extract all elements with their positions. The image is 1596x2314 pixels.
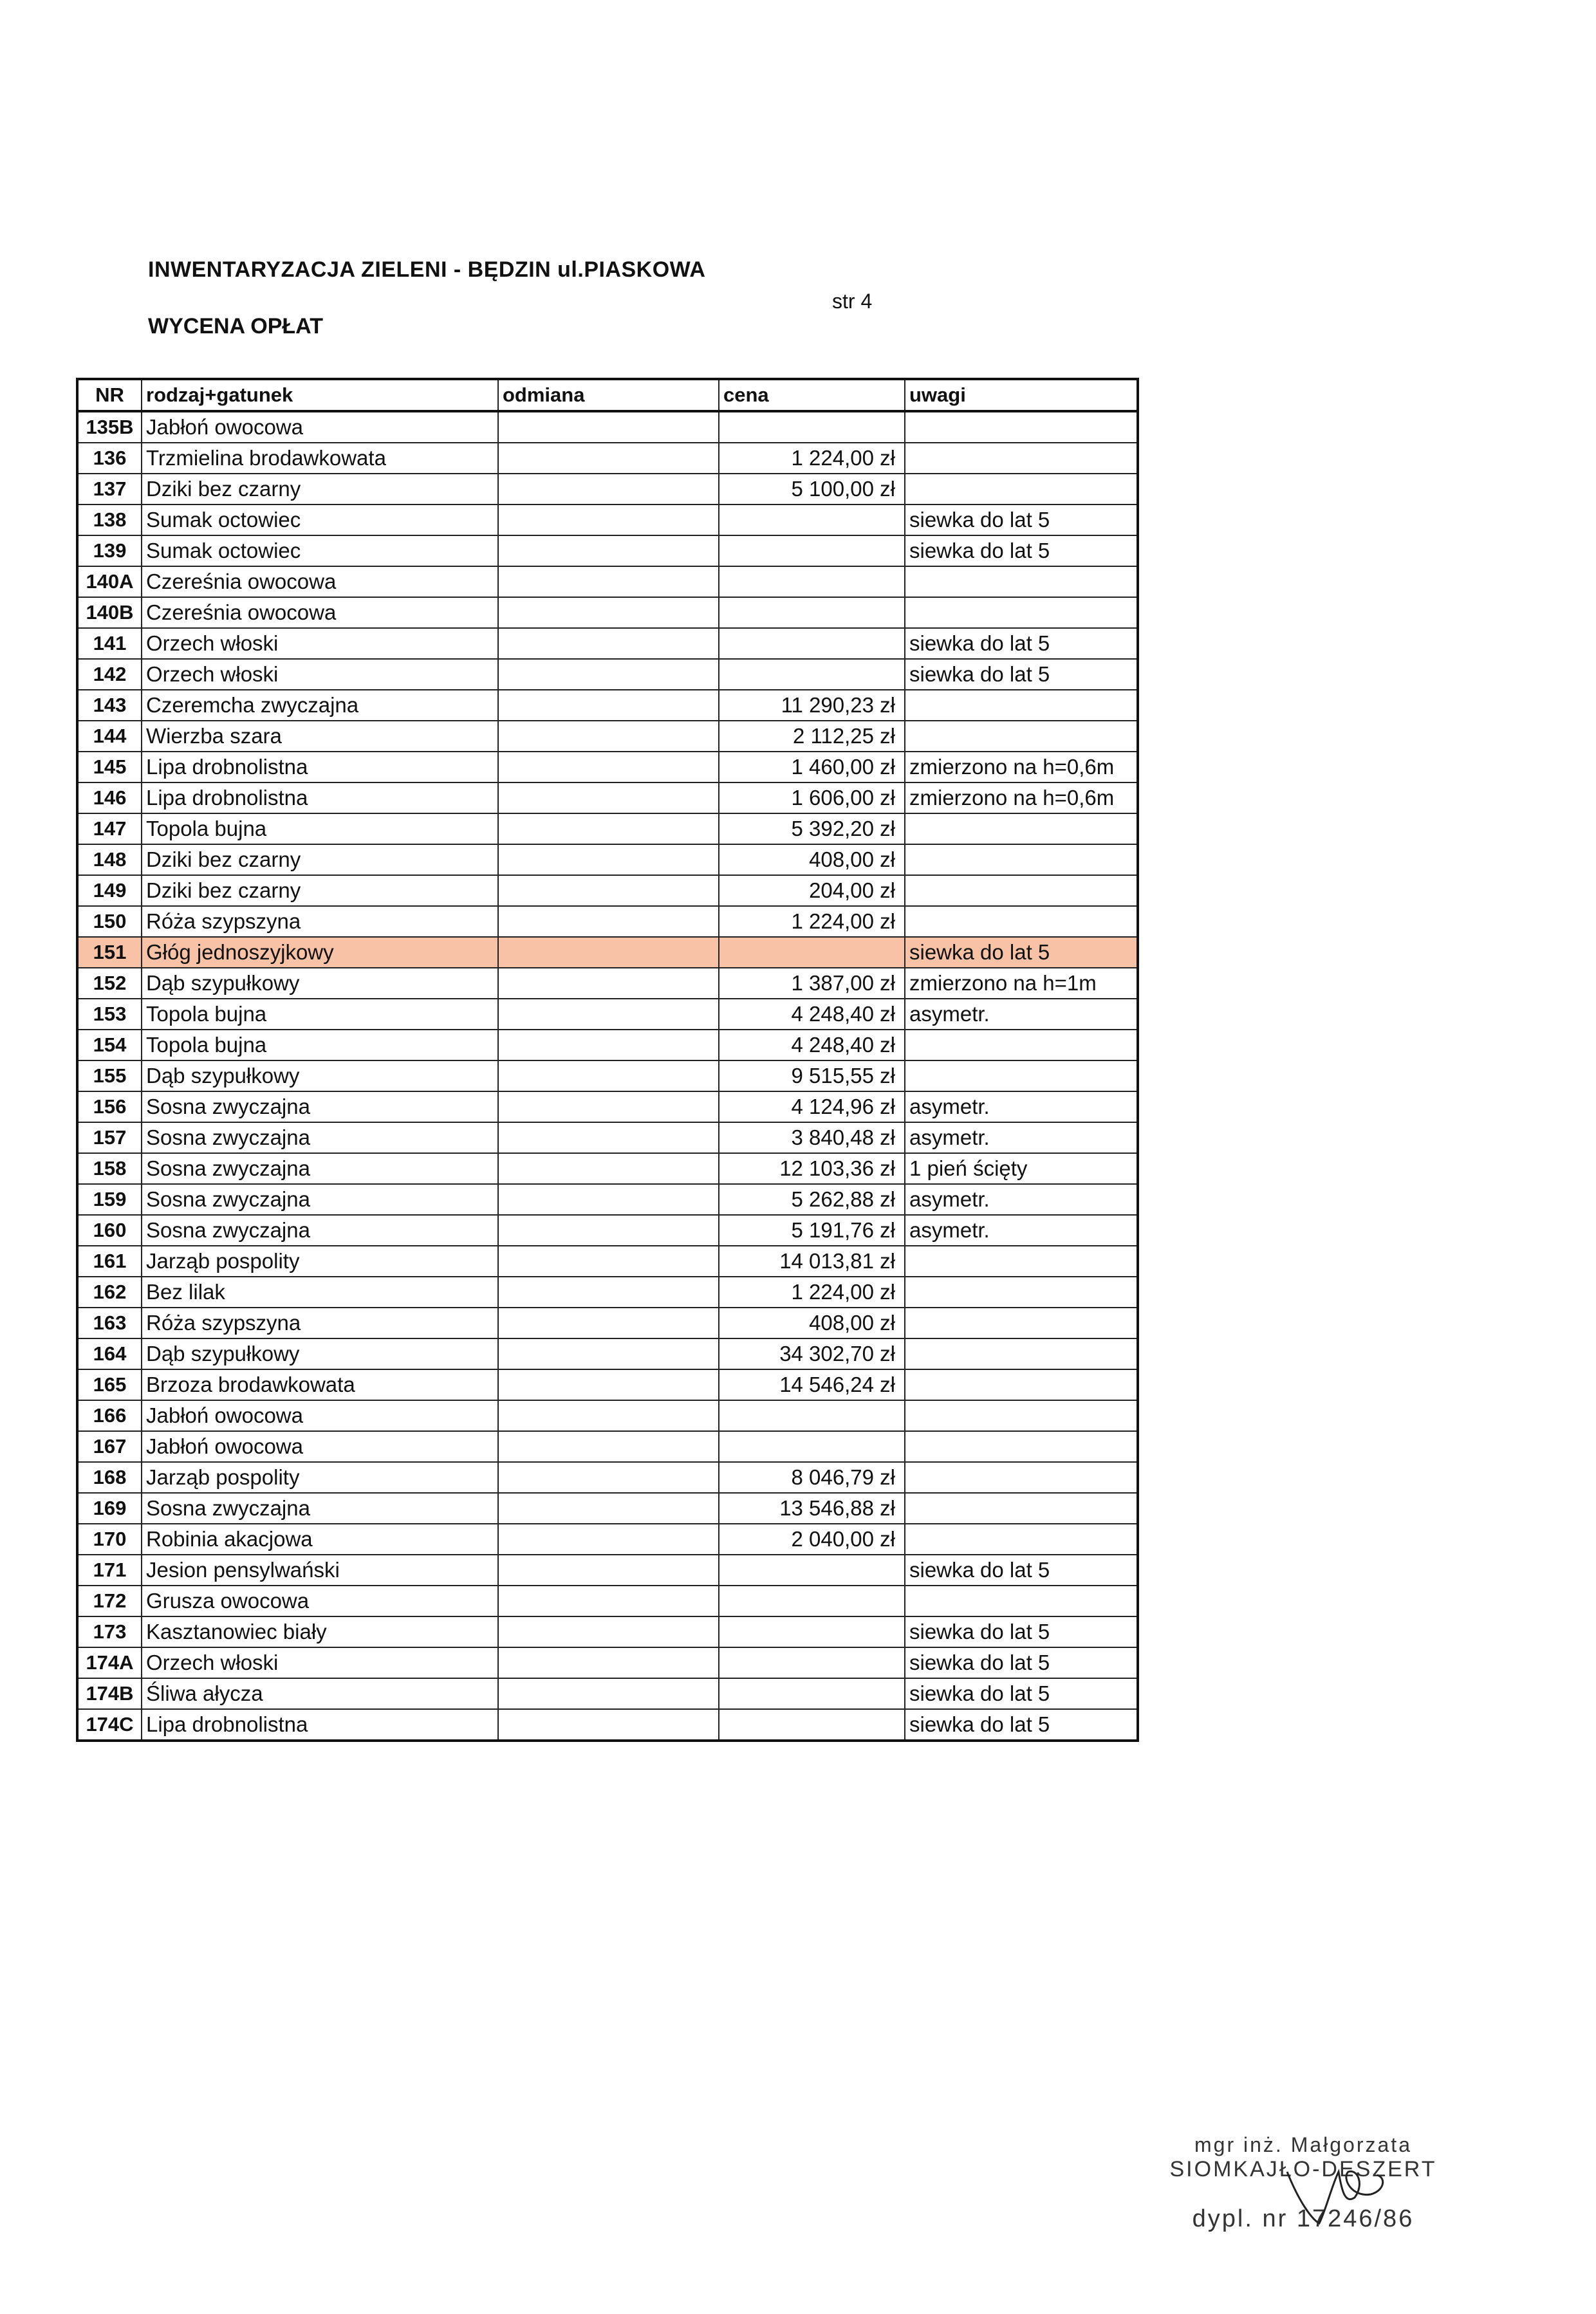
cell-species: Wierzba szara	[142, 721, 498, 752]
page-title: INWENTARYZACJA ZIELENI - BĘDZIN ul.PIASKOWA	[148, 257, 706, 282]
cell-nr: 140B	[77, 597, 142, 628]
cell-note	[905, 813, 1138, 844]
column-header-price: cena	[719, 379, 905, 411]
cell-price: 3 840,48 zł	[719, 1122, 905, 1153]
cell-variety	[498, 1709, 719, 1741]
cell-species: Dziki bez czarny	[142, 844, 498, 875]
column-header-variety: odmiana	[498, 379, 719, 411]
cell-species: Grusza owocowa	[142, 1586, 498, 1616]
cell-species: Jabłoń owocowa	[142, 1431, 498, 1462]
cell-variety	[498, 1246, 719, 1277]
cell-price: 1 460,00 zł	[719, 752, 905, 782]
cell-species: Orzech włoski	[142, 1647, 498, 1678]
cell-species: Lipa drobnolistna	[142, 782, 498, 813]
stamp-surname-line: SIOMKAJŁO-DESZERT	[1169, 2157, 1437, 2181]
cell-variety	[498, 1060, 719, 1091]
cell-note	[905, 566, 1138, 597]
table-row	[77, 659, 1138, 690]
cell-note: siewka do lat 5	[905, 1678, 1138, 1709]
cell-price: 4 248,40 zł	[719, 999, 905, 1030]
cell-nr: 144	[77, 721, 142, 752]
cell-variety	[498, 411, 719, 443]
table-row	[77, 875, 1138, 906]
cell-variety	[498, 690, 719, 721]
cell-species: Jarząb pospolity	[142, 1462, 498, 1493]
stamp-name-line: mgr inż. Małgorzata	[1194, 2133, 1412, 2156]
cell-note	[905, 474, 1138, 504]
cell-nr: 174A	[77, 1647, 142, 1678]
cell-variety	[498, 1215, 719, 1246]
cell-price: 1 224,00 zł	[719, 443, 905, 474]
cell-variety	[498, 844, 719, 875]
cell-price	[719, 1431, 905, 1462]
cell-note: zmierzono na h=0,6m	[905, 782, 1138, 813]
cell-note: 1 pień ścięty	[905, 1153, 1138, 1184]
cell-note	[905, 1060, 1138, 1091]
cell-variety	[498, 1338, 719, 1369]
table-row	[77, 566, 1138, 597]
cell-note: siewka do lat 5	[905, 1709, 1138, 1741]
cell-nr: 149	[77, 875, 142, 906]
table-row	[77, 1246, 1138, 1277]
cell-note: asymetr.	[905, 1122, 1138, 1153]
table-row	[77, 1431, 1138, 1462]
cell-variety	[498, 597, 719, 628]
cell-price: 204,00 zł	[719, 875, 905, 906]
cell-nr: 173	[77, 1616, 142, 1647]
cell-nr: 165	[77, 1369, 142, 1400]
cell-variety	[498, 628, 719, 659]
cell-nr: 162	[77, 1277, 142, 1308]
cell-price: 408,00 zł	[719, 844, 905, 875]
cell-price	[719, 1616, 905, 1647]
cell-price	[719, 628, 905, 659]
cell-note: siewka do lat 5	[905, 628, 1138, 659]
cell-nr: 158	[77, 1153, 142, 1184]
cell-variety	[498, 566, 719, 597]
cell-nr: 174C	[77, 1709, 142, 1741]
cell-species: Dąb szypułkowy	[142, 1060, 498, 1091]
cell-variety	[498, 999, 719, 1030]
cell-species: Jarząb pospolity	[142, 1246, 498, 1277]
cell-species: Sosna zwyczajna	[142, 1091, 498, 1122]
cell-variety	[498, 1277, 719, 1308]
cell-nr: 164	[77, 1338, 142, 1369]
cell-variety	[498, 1091, 719, 1122]
cell-note	[905, 1308, 1138, 1338]
cell-variety	[498, 1122, 719, 1153]
cell-price: 1 387,00 zł	[719, 968, 905, 999]
cell-note	[905, 1586, 1138, 1616]
column-header-species: rodzaj+gatunek	[142, 379, 498, 411]
cell-species: Sosna zwyczajna	[142, 1184, 498, 1215]
cell-variety	[498, 1586, 719, 1616]
cell-variety	[498, 1524, 719, 1555]
cell-price	[719, 535, 905, 566]
cell-note	[905, 875, 1138, 906]
cell-price: 11 290,23 zł	[719, 690, 905, 721]
cell-note	[905, 597, 1138, 628]
cell-variety	[498, 813, 719, 844]
cell-price	[719, 1709, 905, 1741]
cell-price	[719, 566, 905, 597]
cell-nr: 139	[77, 535, 142, 566]
cell-species: Dąb szypułkowy	[142, 968, 498, 999]
cell-variety	[498, 875, 719, 906]
cell-species: Lipa drobnolistna	[142, 752, 498, 782]
cell-note	[905, 411, 1138, 443]
cell-species: Czeremcha zwyczajna	[142, 690, 498, 721]
cell-nr: 153	[77, 999, 142, 1030]
cell-species: Sosna zwyczajna	[142, 1493, 498, 1524]
cell-nr: 169	[77, 1493, 142, 1524]
cell-nr: 163	[77, 1308, 142, 1338]
cell-variety	[498, 474, 719, 504]
cell-note	[905, 1246, 1138, 1277]
cell-price: 5 392,20 zł	[719, 813, 905, 844]
cell-note	[905, 721, 1138, 752]
cell-species: Bez lilak	[142, 1277, 498, 1308]
table-row	[77, 1122, 1138, 1153]
cell-price	[719, 659, 905, 690]
cell-species: Czereśnia owocowa	[142, 597, 498, 628]
cell-note: siewka do lat 5	[905, 1555, 1138, 1586]
cell-nr: 142	[77, 659, 142, 690]
cell-species: Dziki bez czarny	[142, 474, 498, 504]
table-row	[77, 752, 1138, 782]
cell-variety	[498, 659, 719, 690]
cell-note	[905, 1369, 1138, 1400]
cell-note	[905, 1431, 1138, 1462]
cell-price: 2 040,00 zł	[719, 1524, 905, 1555]
cell-species: Kasztanowiec biały	[142, 1616, 498, 1647]
cell-note	[905, 906, 1138, 937]
cell-note: zmierzono na h=1m	[905, 968, 1138, 999]
cell-note: asymetr.	[905, 999, 1138, 1030]
cell-note: asymetr.	[905, 1215, 1138, 1246]
cell-price: 1 224,00 zł	[719, 906, 905, 937]
cell-species: Sosna zwyczajna	[142, 1215, 498, 1246]
table-row	[77, 1184, 1138, 1215]
cell-species: Lipa drobnolistna	[142, 1709, 498, 1741]
cell-price	[719, 597, 905, 628]
cell-note	[905, 1462, 1138, 1493]
cell-species: Topola bujna	[142, 813, 498, 844]
cell-nr: 143	[77, 690, 142, 721]
cell-species: Brzoza brodawkowata	[142, 1369, 498, 1400]
cell-species: Sosna zwyczajna	[142, 1122, 498, 1153]
cell-species: Robinia akacjowa	[142, 1524, 498, 1555]
cell-price: 1 606,00 zł	[719, 782, 905, 813]
cell-variety	[498, 1153, 719, 1184]
cell-variety	[498, 504, 719, 535]
cell-note: siewka do lat 5	[905, 1647, 1138, 1678]
cell-note	[905, 1493, 1138, 1524]
cell-variety	[498, 1308, 719, 1338]
cell-price	[719, 504, 905, 535]
cell-nr: 155	[77, 1060, 142, 1091]
cell-variety	[498, 1616, 719, 1647]
cell-species: Jabłoń owocowa	[142, 1400, 498, 1431]
inventory-table	[76, 378, 1139, 1742]
cell-price: 14 013,81 zł	[719, 1246, 905, 1277]
cell-species: Sumak octowiec	[142, 504, 498, 535]
cell-note: siewka do lat 5	[905, 659, 1138, 690]
table-row	[77, 504, 1138, 535]
cell-note	[905, 1030, 1138, 1060]
cell-note	[905, 1338, 1138, 1369]
table-row	[77, 597, 1138, 628]
cell-variety	[498, 1431, 719, 1462]
cell-price: 5 191,76 zł	[719, 1215, 905, 1246]
table-row	[77, 1462, 1138, 1493]
cell-nr: 174B	[77, 1678, 142, 1709]
cell-nr: 135B	[77, 411, 142, 443]
cell-species: Trzmielina brodawkowata	[142, 443, 498, 474]
cell-nr: 148	[77, 844, 142, 875]
cell-price: 5 262,88 zł	[719, 1184, 905, 1215]
cell-note: siewka do lat 5	[905, 937, 1138, 968]
table-row	[77, 1647, 1138, 1678]
table-row	[77, 1586, 1138, 1616]
table-row	[77, 1277, 1138, 1308]
cell-price: 2 112,25 zł	[719, 721, 905, 752]
cell-price: 5 100,00 zł	[719, 474, 905, 504]
cell-nr: 147	[77, 813, 142, 844]
table-row	[77, 999, 1138, 1030]
cell-nr: 168	[77, 1462, 142, 1493]
cell-variety	[498, 721, 719, 752]
cell-note	[905, 1524, 1138, 1555]
cell-nr: 146	[77, 782, 142, 813]
cell-note	[905, 690, 1138, 721]
cell-variety	[498, 906, 719, 937]
cell-price	[719, 1555, 905, 1586]
cell-price: 1 224,00 zł	[719, 1277, 905, 1308]
table-row	[77, 1153, 1138, 1184]
cell-variety	[498, 968, 719, 999]
cell-variety	[498, 782, 719, 813]
table-row	[77, 1369, 1138, 1400]
table-row	[77, 1060, 1138, 1091]
cell-nr: 156	[77, 1091, 142, 1122]
cell-variety	[498, 937, 719, 968]
cell-variety	[498, 1369, 719, 1400]
cell-note	[905, 443, 1138, 474]
cell-nr: 172	[77, 1586, 142, 1616]
cell-nr: 152	[77, 968, 142, 999]
page-number: str 4	[832, 290, 873, 313]
cell-nr: 157	[77, 1122, 142, 1153]
table-row	[77, 628, 1138, 659]
cell-nr: 166	[77, 1400, 142, 1431]
cell-species: Dziki bez czarny	[142, 875, 498, 906]
cell-species: Róża szypszyna	[142, 906, 498, 937]
cell-variety	[498, 1555, 719, 1586]
cell-nr: 145	[77, 752, 142, 782]
table-row	[77, 1709, 1138, 1741]
cell-price: 14 546,24 zł	[719, 1369, 905, 1400]
cell-nr: 138	[77, 504, 142, 535]
handwritten-signature	[1281, 2159, 1396, 2230]
table-row	[77, 1616, 1138, 1647]
cell-nr: 151	[77, 937, 142, 968]
cell-price: 13 546,88 zł	[719, 1493, 905, 1524]
cell-nr: 167	[77, 1431, 142, 1462]
cell-price: 4 248,40 zł	[719, 1030, 905, 1060]
cell-note	[905, 1400, 1138, 1431]
table-row	[77, 1555, 1138, 1586]
table-row	[77, 690, 1138, 721]
cell-species: Sumak octowiec	[142, 535, 498, 566]
table-row	[77, 1030, 1138, 1060]
cell-species: Róża szypszyna	[142, 1308, 498, 1338]
cell-price: 4 124,96 zł	[719, 1091, 905, 1122]
table-row	[77, 411, 1138, 443]
cell-nr: 141	[77, 628, 142, 659]
table-row	[77, 535, 1138, 566]
cell-price	[719, 1400, 905, 1431]
cell-variety	[498, 1030, 719, 1060]
table-row	[77, 782, 1138, 813]
cell-note: siewka do lat 5	[905, 504, 1138, 535]
cell-variety	[498, 1647, 719, 1678]
cell-nr: 140A	[77, 566, 142, 597]
table-row	[77, 1400, 1138, 1431]
cell-price: 9 515,55 zł	[719, 1060, 905, 1091]
cell-variety	[498, 1184, 719, 1215]
cell-note: siewka do lat 5	[905, 535, 1138, 566]
cell-note: asymetr.	[905, 1091, 1138, 1122]
column-header-notes: uwagi	[905, 379, 1138, 411]
table-row	[77, 721, 1138, 752]
cell-species: Dąb szypułkowy	[142, 1338, 498, 1369]
cell-price: 34 302,70 zł	[719, 1338, 905, 1369]
cell-species: Głóg jednoszyjkowy	[142, 937, 498, 968]
table-row	[77, 937, 1138, 968]
cell-price	[719, 1678, 905, 1709]
cell-species: Śliwa ałycza	[142, 1678, 498, 1709]
cell-species: Topola bujna	[142, 999, 498, 1030]
cell-variety	[498, 1400, 719, 1431]
page-subtitle: WYCENA OPŁAT	[148, 314, 323, 338]
cell-species: Orzech włoski	[142, 659, 498, 690]
cell-note: siewka do lat 5	[905, 1616, 1138, 1647]
table-row	[77, 443, 1138, 474]
cell-variety	[498, 1462, 719, 1493]
cell-nr: 154	[77, 1030, 142, 1060]
cell-species: Sosna zwyczajna	[142, 1153, 498, 1184]
cell-variety	[498, 535, 719, 566]
cell-variety	[498, 752, 719, 782]
cell-variety	[498, 1678, 719, 1709]
cell-nr: 161	[77, 1246, 142, 1277]
table-row	[77, 968, 1138, 999]
table-row	[77, 1493, 1138, 1524]
cell-price: 408,00 zł	[719, 1308, 905, 1338]
cell-variety	[498, 1493, 719, 1524]
cell-price	[719, 411, 905, 443]
table-row	[77, 1678, 1138, 1709]
table-row	[77, 813, 1138, 844]
cell-note: asymetr.	[905, 1184, 1138, 1215]
cell-note: zmierzono na h=0,6m	[905, 752, 1138, 782]
cell-note	[905, 844, 1138, 875]
cell-price	[719, 1586, 905, 1616]
cell-price	[719, 1647, 905, 1678]
cell-price: 12 103,36 zł	[719, 1153, 905, 1184]
column-header-nr: NR	[77, 379, 142, 411]
cell-nr: 137	[77, 474, 142, 504]
table-row	[77, 474, 1138, 504]
cell-species: Jesion pensylwański	[142, 1555, 498, 1586]
table-row	[77, 1524, 1138, 1555]
cell-nr: 170	[77, 1524, 142, 1555]
cell-variety	[498, 443, 719, 474]
cell-nr: 171	[77, 1555, 142, 1586]
stamp-diploma-line: dypl. nr 17246/86	[1192, 2205, 1415, 2232]
cell-note	[905, 1277, 1138, 1308]
table-row	[77, 906, 1138, 937]
cell-species: Czereśnia owocowa	[142, 566, 498, 597]
cell-species: Jabłoń owocowa	[142, 411, 498, 443]
cell-nr: 159	[77, 1184, 142, 1215]
table-row	[77, 1338, 1138, 1369]
cell-nr: 136	[77, 443, 142, 474]
table-row	[77, 1308, 1138, 1338]
table-row	[77, 1215, 1138, 1246]
cell-species: Orzech włoski	[142, 628, 498, 659]
table-row	[77, 1091, 1138, 1122]
cell-nr: 150	[77, 906, 142, 937]
cell-price	[719, 937, 905, 968]
cell-price: 8 046,79 zł	[719, 1462, 905, 1493]
cell-species: Topola bujna	[142, 1030, 498, 1060]
table-header-row	[77, 379, 1138, 411]
cell-nr: 160	[77, 1215, 142, 1246]
table-row	[77, 844, 1138, 875]
